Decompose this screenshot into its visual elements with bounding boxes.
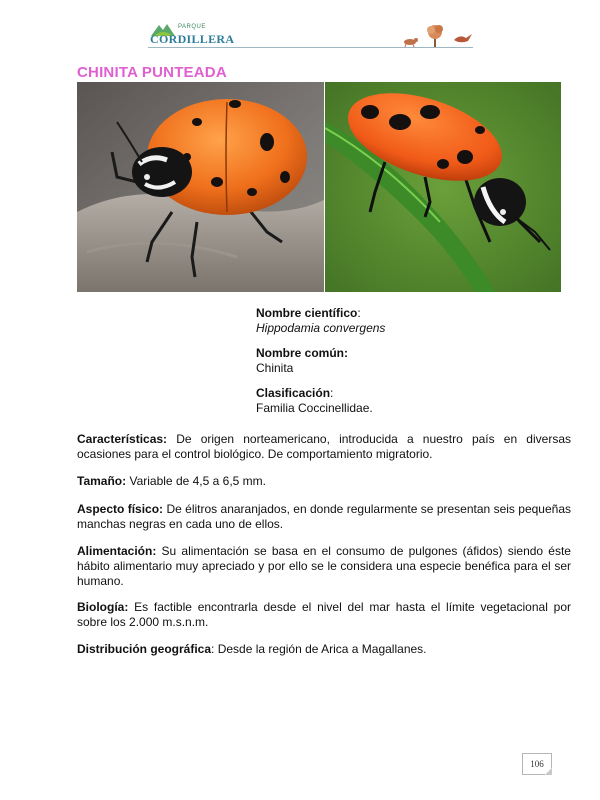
size-paragraph <box>77 474 571 489</box>
classification-label: Clasificación <box>256 386 331 400</box>
parque-cordillera-logo <box>148 20 235 50</box>
common-name-block <box>256 346 556 376</box>
photo-strip <box>77 82 561 292</box>
classification-block: Clasificación: Familia Coccinellidae. <box>256 386 556 416</box>
scientific-name-value: Hippodamia convergens <box>256 321 386 335</box>
page-title: CHINITA PUNTEADA <box>77 64 227 81</box>
appearance-paragraph <box>77 502 571 532</box>
biology-label: Biología: <box>77 600 129 614</box>
logo-small-text: PARQUE <box>178 24 206 30</box>
page-header <box>148 20 478 54</box>
biology-paragraph <box>77 600 571 630</box>
classification-value: Familia Coccinellidae. <box>256 401 373 415</box>
page-number-box <box>522 753 552 775</box>
characteristics-text: De origen norteamericano, introducida a nuestro país en diversas ocasiones para el control biológico. De comportamiento migratorio. <box>77 432 571 461</box>
page-number: 106 <box>530 759 544 769</box>
characteristics-label: Características: <box>77 432 168 446</box>
ladybug-on-rock-photo <box>77 82 324 292</box>
characteristics-paragraph <box>77 432 571 462</box>
appearance-label: Aspecto físico: <box>77 502 164 516</box>
scientific-name-block: Nombre científico: Hippodamia convergens <box>256 306 556 336</box>
common-name-value: Chinita <box>256 361 294 375</box>
feeding-label: Alimentación: <box>77 544 157 558</box>
size-text: Variable de 4,5 a 6,5 mm. <box>129 474 266 488</box>
ladybug-on-grass-photo <box>325 82 561 292</box>
scientific-name-label: Nombre científico <box>256 306 358 320</box>
distribution-text: Desde la región de Arica a Magallanes. <box>217 642 427 656</box>
distribution-paragraph: Distribución geográfica: Desde la región de Arica a Magallanes. <box>77 642 427 656</box>
species-info <box>256 306 556 426</box>
fauna-flora-decoration-icon <box>396 22 476 48</box>
logo-main-text: CORDILLERA <box>150 32 235 46</box>
feeding-paragraph <box>77 544 571 589</box>
biology-text: Es factible encontrarla desde el nivel del mar hasta el límite vegetacional por sobre los 2.000 m.s.n.m. <box>77 600 571 629</box>
common-name-label: Nombre común: <box>256 346 349 360</box>
appearance-text: De élitros anaranjados, en donde regularmente se presentan seis pequeñas manchas negras en cada uno de ellos. <box>77 502 571 531</box>
distribution-label: Distribución geográfica <box>77 642 212 656</box>
feeding-text: Su alimentación se basa en el consumo de pulgones (áfidos) siendo éste hábito alimentario muy apreciado y por ello se le considera una especie benéfica para el ser humano. <box>77 544 571 588</box>
size-label: Tamaño: <box>77 474 127 488</box>
page-fold-corner <box>545 768 552 775</box>
